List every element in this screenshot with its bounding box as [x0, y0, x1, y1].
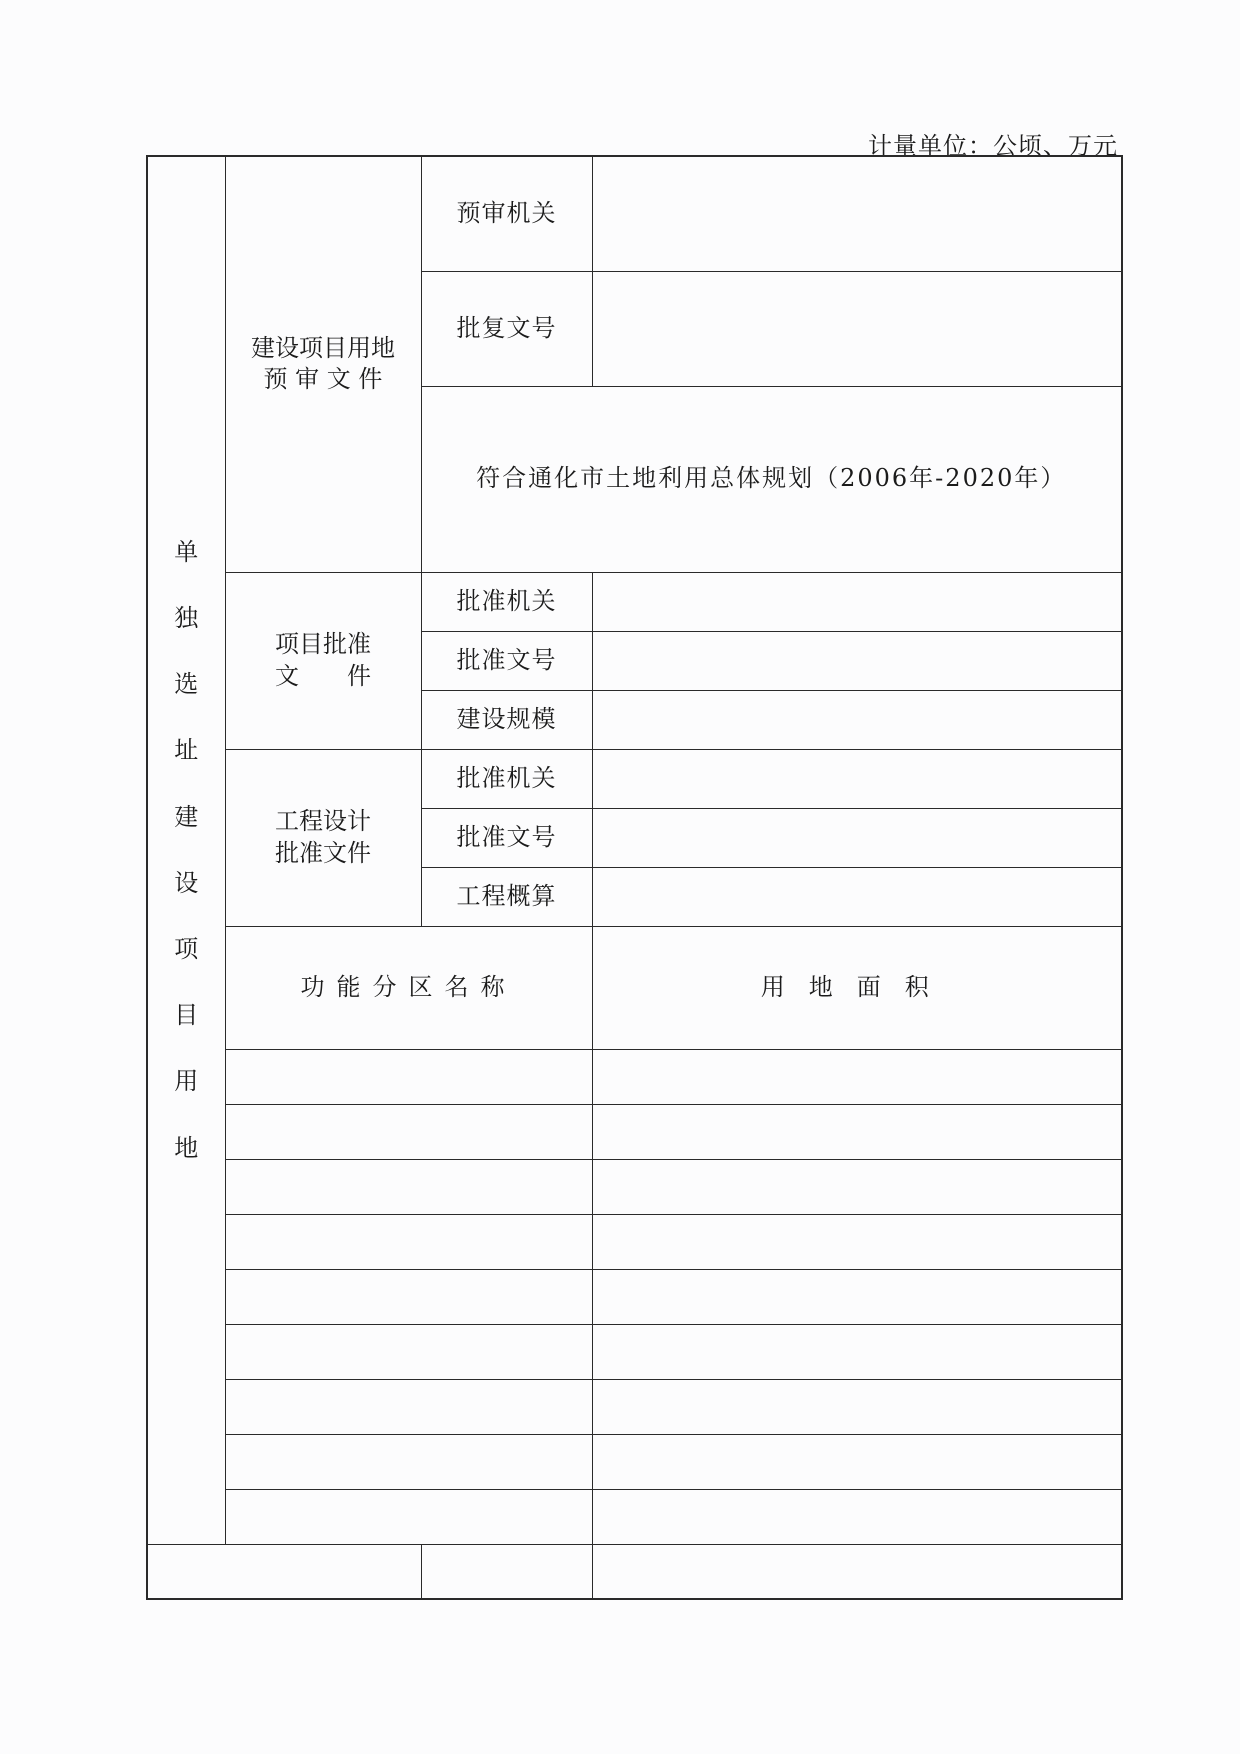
zone-area-cell[interactable] — [592, 1324, 1122, 1379]
zone-name-header: 功能分区名称 — [225, 926, 592, 1049]
zone-name-cell[interactable] — [225, 1159, 592, 1214]
zone-area-cell[interactable] — [592, 1489, 1122, 1544]
zone-name-cell[interactable] — [225, 1379, 592, 1434]
row-pre-review-authority — [147, 156, 1122, 271]
engineering-design-group-label — [225, 749, 421, 926]
zone-name-cell[interactable] — [225, 1324, 592, 1379]
zone-name-cell[interactable] — [147, 1544, 421, 1599]
zone-row — [147, 1049, 1122, 1104]
zone-name-cell[interactable] — [225, 1214, 592, 1269]
row-project-authority — [147, 572, 1122, 631]
project-approval-group-label-line2: 文 件 — [275, 661, 371, 690]
project-authority-value[interactable] — [592, 572, 1122, 631]
side-title-char: 建 — [174, 802, 199, 831]
land-use-form-table — [146, 155, 1123, 1600]
zone-name-cell[interactable] — [225, 1269, 592, 1324]
zone-row — [147, 1379, 1122, 1434]
side-title-char: 设 — [174, 868, 199, 897]
engineering-doc-no-label: 批准文号 — [421, 808, 592, 867]
engineering-design-group-label-line2: 批准文件 — [275, 838, 371, 867]
zone-area-cell[interactable] — [592, 1434, 1122, 1489]
zone-name-cell[interactable] — [225, 1489, 592, 1544]
zone-row — [147, 1159, 1122, 1214]
row-zones-header — [147, 926, 1122, 1049]
side-title-char: 址 — [174, 736, 199, 765]
side-title-char: 用 — [174, 1067, 199, 1096]
pre-review-authority-value[interactable] — [592, 156, 1122, 271]
pre-review-group-label-line2: 预 审 文 件 — [263, 365, 383, 394]
project-doc-no-value[interactable] — [592, 631, 1122, 690]
pre-review-group-label — [225, 156, 421, 572]
project-doc-no-label: 批准文号 — [421, 631, 592, 690]
zone-name-cell[interactable] — [225, 1104, 592, 1159]
zone-row — [147, 1544, 1122, 1599]
project-scale-value[interactable] — [592, 690, 1122, 749]
project-approval-group-label-line1: 项目批准 — [275, 630, 371, 659]
zone-row — [147, 1489, 1122, 1544]
pre-review-doc-no-value[interactable] — [592, 271, 1122, 386]
project-authority-label: 批准机关 — [421, 572, 592, 631]
unit-note: 计量单位：公顷、万元 — [868, 132, 1118, 160]
engineering-design-group-label-line1: 工程设计 — [275, 807, 371, 836]
pre-review-authority-label: 预审机关 — [421, 156, 592, 271]
project-scale-label: 建设规模 — [421, 690, 592, 749]
side-title — [147, 156, 225, 1544]
zone-name-cell[interactable] — [225, 1434, 592, 1489]
zone-row — [147, 1214, 1122, 1269]
zone-row — [147, 1269, 1122, 1324]
project-approval-group-label — [225, 572, 421, 749]
zone-row — [147, 1434, 1122, 1489]
engineering-doc-no-value[interactable] — [592, 808, 1122, 867]
side-title-char: 目 — [174, 1001, 199, 1030]
side-title-char: 地 — [174, 1133, 199, 1162]
zone-area-cell[interactable] — [421, 1544, 592, 1599]
zone-area-cell[interactable] — [592, 1269, 1122, 1324]
side-title-char: 单 — [174, 537, 199, 566]
pre-review-group-label-line1: 建设项目用地 — [251, 334, 395, 363]
planning-conformity-text: 符合通化市土地利用总体规划（2006年-2020年） — [421, 386, 1122, 572]
zone-area-cell[interactable] — [592, 1159, 1122, 1214]
side-title-char: 独 — [174, 604, 199, 632]
zone-area-cell[interactable] — [592, 1104, 1122, 1159]
row-engineering-authority — [147, 749, 1122, 808]
side-title-char: 项 — [174, 934, 199, 963]
zone-area-cell[interactable] — [592, 1379, 1122, 1434]
engineering-budget-value[interactable] — [592, 867, 1122, 926]
engineering-budget-label: 工程概算 — [421, 867, 592, 926]
zone-row — [147, 1324, 1122, 1379]
zone-area-header: 用地面积 — [592, 926, 1122, 1049]
engineering-authority-value[interactable] — [592, 749, 1122, 808]
zone-area-cell[interactable] — [592, 1214, 1122, 1269]
zone-name-cell[interactable] — [225, 1049, 592, 1104]
engineering-authority-label: 批准机关 — [421, 749, 592, 808]
side-title-char: 选 — [174, 670, 199, 699]
zone-area-cell[interactable] — [592, 1049, 1122, 1104]
zone-row — [147, 1104, 1122, 1159]
pre-review-doc-no-label: 批复文号 — [421, 271, 592, 386]
